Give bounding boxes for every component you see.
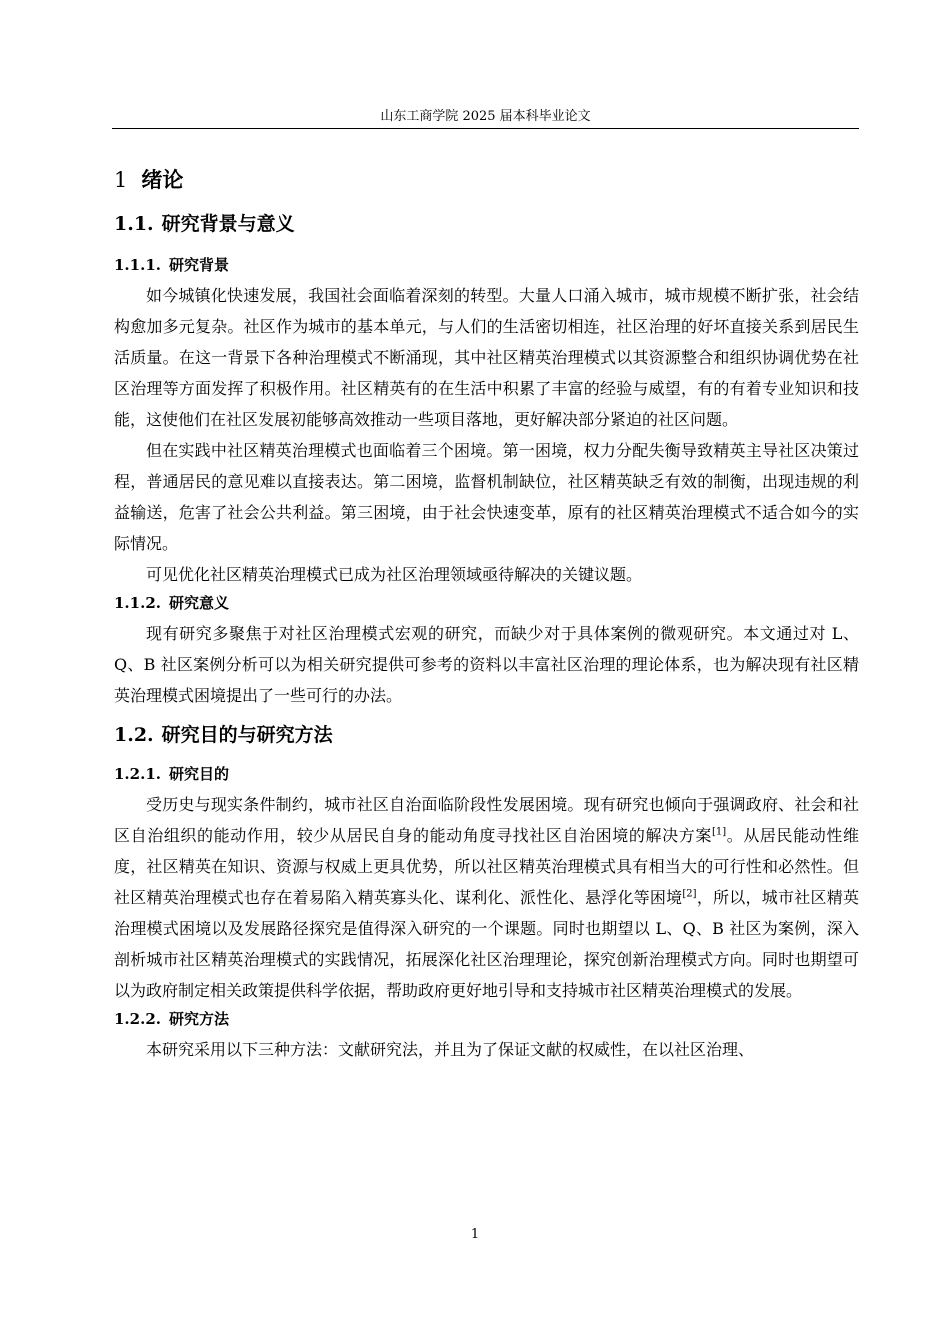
section-number: 1.1. (114, 213, 154, 235)
subsection-number: 1.1.2. (114, 594, 161, 612)
citation-ref[interactable]: [1] (711, 826, 727, 838)
subsection-number: 1.2.1. (114, 765, 161, 783)
chapter-title (114, 164, 859, 196)
subsection-title-text: 研究背景 (168, 256, 229, 274)
paragraph-text: 受历史与现实条件制约，城市社区自治面临阶段性发展困境。现有研究也倾向于强调政府、社会和社区自治组织的能动作用，较少从居民自身的能动角度寻找社区自治困境的解决方案 (114, 795, 859, 845)
running-header: 山东工商学院 2025 届本科毕业论文 (380, 109, 591, 124)
chapter-title-text: 绪论 (141, 167, 184, 192)
subsection-title-text: 研究目的 (168, 765, 229, 783)
paragraph-text: ，所以，城市社区精英治理模式困境以及发展路径探究是值得深入研究的一个课题。同时也期望以 L、Q、B 社区为案例，深入剖析城市社区精英治理模式的实践情况，拓展深化社区治理理论，探究创新治理模式方向。同时也期望可以为政府制定相关政策提供科学依据，帮助政府更好地引导和支持城市社区精英治理模式的发展。 (114, 888, 859, 1000)
subsection-1-2-1-title (114, 761, 859, 787)
header-rule (112, 128, 859, 129)
subsection-number: 1.2.2. (114, 1010, 161, 1028)
paragraph (114, 789, 859, 1006)
page-content (114, 164, 859, 1065)
section-title-text: 研究目的与研究方法 (161, 724, 333, 746)
section-title-text: 研究背景与意义 (161, 213, 295, 235)
subsection-title-text: 研究意义 (168, 594, 229, 612)
paragraph: 可见优化社区精英治理模式已成为社区治理领域亟待解决的关键议题。 (146, 565, 643, 584)
chapter-number: 1 (114, 168, 128, 192)
paragraph: 但在实践中社区精英治理模式也面临着三个困境。第一困境，权力分配失衡导致精英主导社区决策过程，普通居民的意见难以直接表达。第二困境，监督机制缺位，社区精英缺乏有效的制衡，出现违规的利益输送，危害了社会公共利益。第三困境，由于社会快速变革，原有的社区精英治理模式不适合如今的实际情况。 (114, 441, 859, 553)
section-1-1-title (114, 210, 859, 238)
paragraph-text: 。从居民能动性维度，社区精英在知识、资源与权威上更具优势，所以社区精英治理模式具有相当大的可行性和必然性。但社区精英治理模式也存在着易陷入精英寡头化、谋利化、派性化、悬浮化等困境 (114, 826, 859, 907)
subsection-1-1-2-title (114, 590, 859, 616)
paragraph: 本研究采用以下三种方法：文献研究法，并且为了保证文献的权威性，在以社区治理、 (146, 1040, 755, 1059)
paragraph: 如今城镇化快速发展，我国社会面临着深刻的转型。大量人口涌入城市，城市规模不断扩张，社会结构愈加多元复杂。社区作为城市的基本单元，与人们的生活密切相连，社区治理的好坏直接关系到居民生活质量。在这一背景下各种治理模式不断涌现，其中社区精英治理模式以其资源整合和组织协调优势在社区治理等方面发挥了积极作用。社区精英有的在生活中积累了丰富的经验与威望，有的有着专业知识和技能，这使他们在社区发展初能够高效推动一些项目落地，更好解决部分紧迫的社区问题。 (114, 286, 859, 429)
page-number: 1 (470, 1227, 480, 1242)
subsection-1-2-2-title (114, 1006, 859, 1032)
section-number: 1.2. (114, 724, 154, 746)
paragraph: 现有研究多聚焦于对社区治理模式宏观的研究，而缺少对于具体案例的微观研究。本文通过对 L、Q、B 社区案例分析可以为相关研究提供可参考的资料以丰富社区治理的理论体系，也为解决现有社区精英治理模式困境提出了一些可行的办法。 (114, 624, 859, 705)
subsection-1-1-1-title (114, 252, 859, 278)
citation-ref[interactable]: [2] (682, 888, 697, 900)
subsection-title-text: 研究方法 (168, 1010, 229, 1028)
subsection-number: 1.1.1. (114, 256, 161, 274)
section-1-2-title (114, 721, 859, 749)
